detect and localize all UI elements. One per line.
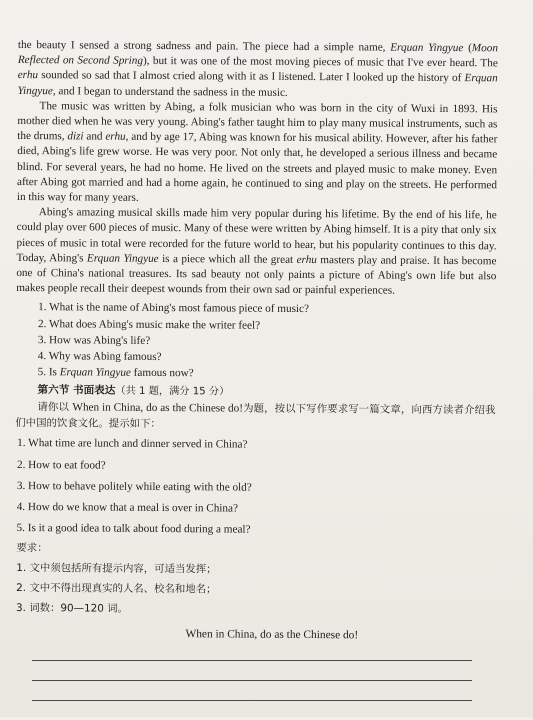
writing-prompt xyxy=(15,399,495,434)
question-item: 1. What is the name of Abing's most famous piece of music? xyxy=(38,301,310,316)
question-item: 2. What does Abing's music make the writer feel? xyxy=(37,317,261,332)
answer-line xyxy=(32,680,472,681)
passage-paragraph-3 xyxy=(16,205,497,300)
text-run: sounded so sad that I almost cried along with it as I listened. Later I looked up the history of xyxy=(38,69,465,85)
text-run: Abing's amazing musical skills made him very popular during his lifetime. By the end of his life, he could play over 600 pieces of music. Many of these were written by Abing himself. It is a pity that only six pieces of music in total were recorded for the future world to hear, but his popularity continues to this day. Today, Abing's xyxy=(16,206,497,265)
passage-paragraph-2 xyxy=(17,99,498,209)
song-title: Erquan Yingyue xyxy=(390,41,464,55)
requirement-item: 3. 词数：90—120 词。 xyxy=(15,602,128,616)
text-run: masters play and praise. It has become one of China's national treasures. Its sad beauty not only paints a picture of Abing's own life but also makes people recall their deepest wounds from their own sad or painful experiences. xyxy=(16,253,497,297)
text-run: is a piece which all the great xyxy=(158,252,297,266)
question-list xyxy=(16,299,497,383)
hint-item: 3. How to behave politely while eating with the old? xyxy=(16,479,252,494)
instrument-term: erhu xyxy=(296,253,317,266)
hint-item: 5. Is it a good idea to talk about food during a meal? xyxy=(16,522,251,536)
text-run: ( xyxy=(463,42,472,55)
page-content xyxy=(14,38,498,646)
text-run: , and I began to understand the sadness in the music. xyxy=(52,84,288,99)
answer-lines xyxy=(32,660,472,720)
hint-item: 1. What time are lunch and dinner served in China? xyxy=(17,437,248,452)
question-item: 3. How was Abing's life? xyxy=(37,334,151,347)
instrument-term: dizi xyxy=(67,130,84,143)
essay-title: When in China, do as the Chinese do! xyxy=(185,628,359,642)
song-title-translation: Moon Reflected on Second Spring xyxy=(17,42,498,68)
question-item: 4. Why was Abing famous? xyxy=(37,350,162,364)
text-run: famous now? xyxy=(130,367,194,380)
answer-line xyxy=(32,700,472,701)
instrument-term: erhu xyxy=(105,130,126,143)
text-run: ), but it was one of the most moving pieces of music that I've ever heard. The xyxy=(142,55,498,70)
passage-paragraph-1 xyxy=(18,38,498,102)
text-run: 5. Is xyxy=(37,366,60,379)
hint-list xyxy=(14,433,495,542)
requirement-item: 2. 文中不得出现真实的人名、校名和地名； xyxy=(16,582,217,596)
text-run: the beauty I sensed a strong sadness and pain. The piece had a simple name, xyxy=(17,38,391,54)
song-title: Erquan Yingyue xyxy=(86,252,159,265)
requirements-label: 要求： xyxy=(16,542,48,555)
answer-line xyxy=(32,660,472,661)
question-item xyxy=(16,364,496,384)
requirement-item: 1. 文中须包括所有提示内容，可适当发挥； xyxy=(16,562,217,576)
text-run: 为题，按以下写作要求写一篇文章，向西方读者介绍我们中国的饮食文化。提示如下： xyxy=(15,403,496,431)
essay-topic: When in China, do as the Chinese do! xyxy=(72,401,244,416)
hint-item: 4. How do we know that a meal is over in China? xyxy=(16,501,238,515)
song-title: Erquan Yingyue xyxy=(59,366,131,380)
requirements-list xyxy=(14,558,494,621)
text-run: The music was written by Abing, a folk musician who was born in the city of Wuxi in 1893. His mother died when he was very young. Abing's father taught him to play many musical instruments, such as the drums, xyxy=(17,99,498,143)
section-title: 第六节 书面表达 xyxy=(37,384,116,398)
instrument-term: erhu xyxy=(17,69,39,82)
song-title: Erquan Yingyue xyxy=(17,72,498,97)
text-run: and xyxy=(83,130,106,143)
hint-item: 2. How to eat food? xyxy=(16,458,106,472)
text-run: , and by age 17, Abing was known for his musical ability. However, after his father died, Abing's life grew worse. He was very poor. Not only that, he developed a serious illness and became blind. For several years, he had no home. He lived on the streets and played music to make money. Even after Abing got married and had a home again, he continued to sing and play on the streets. He performed in this way for many years. xyxy=(16,130,498,204)
text-run: 请你以 xyxy=(37,401,73,414)
section-score: （共 1 题，满分 15 分） xyxy=(115,386,230,398)
